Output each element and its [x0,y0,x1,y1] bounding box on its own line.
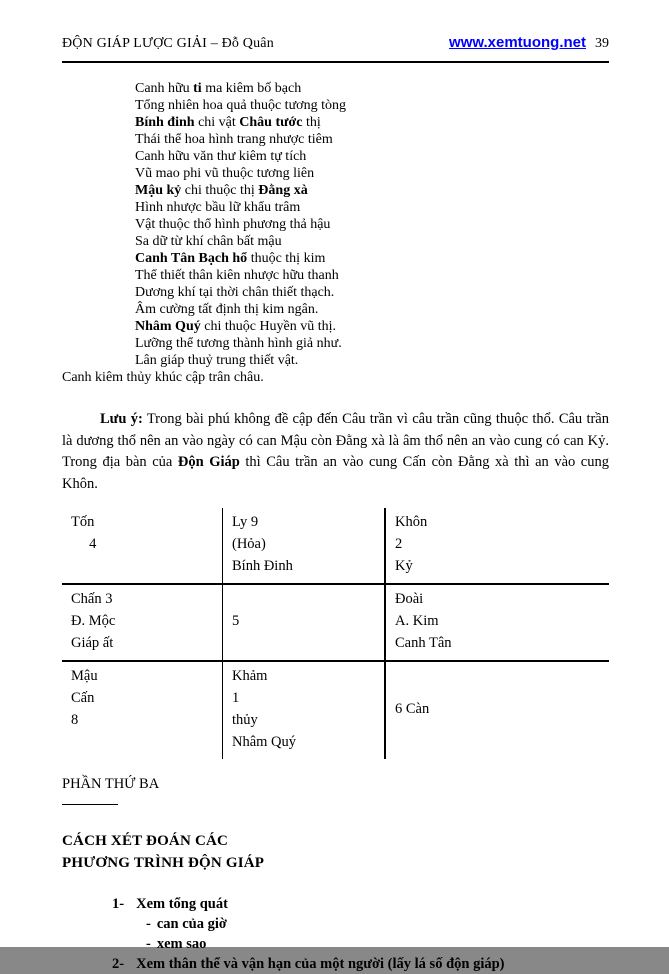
table-cell [62,508,223,584]
poem-line [135,318,609,335]
text-segment: Lưu ý: [100,411,143,427]
table-row [62,584,609,661]
text-segment: Hình nhược bầu lữ khẩu trâm [135,200,301,215]
text-segment: Canh kiêm thủy khúc cập trân châu. [62,370,264,385]
text-segment: Nhâm Quý [135,319,201,334]
poem-line [135,182,609,199]
table-cell-line: Đ. Mộc [71,613,116,629]
outline-item [146,934,609,954]
text-segment: Canh hữu [135,81,194,96]
poem-line [62,369,609,386]
text-segment: Lân giáp thuỷ trung thiết vật. [135,353,299,368]
text-segment: Tổng nhiên hoa quả thuộc tương tòng [135,98,346,113]
text-segment: thuộc thị kim [247,251,326,266]
bagua-table [62,508,609,759]
table-cell-line: 6 Càn [395,701,430,717]
section-divider [62,804,118,805]
page-number: 39 [595,36,609,51]
poem-line [135,284,609,301]
page-header [62,34,609,63]
table-cell-line: Đoài [395,591,424,607]
website-link[interactable]: www.xemtuong.net [449,34,586,51]
table-cell-line: 1 [232,690,240,706]
document-title: ĐỘN GIÁP LƯỢC GIẢI – Đỗ Quân [62,36,274,51]
text-segment: Bính đinh [135,115,195,130]
table-cell [223,661,386,759]
text-segment: thì Câu trần an vào cung Cấn còn Đằng xà thì an vào cung Khôn. [62,454,609,492]
table-cell-line: Bính Đinh [232,558,293,574]
poem-line [135,250,609,267]
text-segment: Mậu kỷ [135,183,182,198]
text-segment: Dương khí tại thời chân thiết thạch. [135,285,335,300]
table-cell [385,508,609,584]
chapter-heading-line1: CÁCH XÉT ĐOÁN CÁC [62,833,229,849]
poem-line [135,335,609,352]
table-cell-line: Khôn [395,514,428,530]
table-cell-line: (Hỏa) [232,536,266,552]
table-cell [385,584,609,661]
table-cell [223,584,386,661]
text-segment: Âm cường tất định thị kim ngân. [135,302,319,317]
table-cell-line: 5 [232,613,240,629]
poem [62,80,609,386]
outline-item-marker: - [146,936,151,952]
poem-line [135,216,609,233]
outline-item-text: can của giờ [156,916,227,932]
poem-line [135,80,609,97]
text-segment: chi vật [194,115,240,130]
chapter-heading [62,830,609,874]
poem-line [135,97,609,114]
text-segment: Canh Tân Bạch hổ [135,251,248,266]
text-segment: Thể thiết thân kiên nhược hữu thanh [135,268,339,283]
table-cell-line: 8 [71,712,79,728]
table-cell-line: Kỷ [395,558,413,574]
bagua-table-body [62,508,609,759]
table-cell [385,661,609,759]
outline-item [112,894,609,914]
outline-item-text: xem sao [156,936,207,952]
header-right [449,34,609,52]
text-segment: ti [193,81,202,96]
text-segment: ma kiêm bố bạch [201,81,302,96]
outline-item [112,954,609,974]
text-segment: Canh hữu văn thư kiêm tự tích [135,149,307,164]
outline-item-marker: - [146,916,151,932]
outline-item-marker: 2- [112,956,125,972]
outline-item-text: Xem tổng quát [136,896,228,912]
poem-line [135,114,609,131]
poem-line [135,301,609,318]
table-cell [62,584,223,661]
outline-item-text: Xem thân thể và vận hạn của một người (lấy lá số độn giáp) [136,956,505,972]
table-cell-line: A. Kim [395,613,439,629]
table-cell [62,661,223,759]
text-segment: Độn Giáp [177,454,240,470]
table-cell [223,508,386,584]
table-cell-line: 2 [395,536,403,552]
table-cell-line: Khảm [232,668,268,684]
text-segment: Vật thuộc thổ hình phương thả hậu [135,217,331,232]
text-segment: Thái thể hoa hình trang nhược tiêm [135,132,333,147]
table-cell-line: thủy [232,712,258,728]
table-cell-line: Nhâm Quý [232,734,297,750]
table-cell-line: Giáp ất [71,635,114,651]
text-segment: Vũ mao phi vũ thuộc tương liên [135,166,315,181]
part-title: PHẦN THỨ BA [62,776,160,792]
outline-item [146,914,609,934]
poem-line [135,165,609,182]
table-cell-line: Tốn [71,514,95,530]
table-row [62,661,609,759]
outline-item-marker: 1- [112,896,125,912]
table-cell-line: Canh Tân [395,635,452,651]
outline-list [62,894,609,974]
poem-line [135,352,609,369]
text-segment: chi thuộc thị [181,183,259,198]
table-cell-line: Mậu [71,668,98,684]
text-segment: Châu tước [239,115,303,130]
text-segment: Trong bài phú không đề cập đến Câu trần vì câu trần cũng thuộc thổ. Câu trần là dương thổ nên an vào ngày có can Mậu còn Đằng xà là âm thổ nên an vào cung có can Kỷ. Trong địa bàn của [62,411,609,470]
text-segment: Lưỡng thể tương thành hình giả như. [135,336,342,351]
chapter-heading-line2: PHƯƠNG TRÌNH ĐỘN GIÁP [62,855,265,871]
table-row [62,508,609,584]
poem-line [135,131,609,148]
table-cell-line: Ly 9 [232,514,259,530]
table-cell-line: 4 [71,536,97,552]
text-segment: thị [302,115,321,130]
text-segment: Sa dữ từ khí chân bất mậu [135,234,282,249]
text-segment: chi thuộc Huyền vũ thị. [200,319,337,334]
poem-line [135,233,609,250]
poem-line [135,148,609,165]
poem-line [135,267,609,284]
poem-line [135,199,609,216]
table-cell-line: Chấn 3 [71,591,113,607]
text-segment: Đằng xà [258,183,308,198]
note-paragraph [62,409,609,495]
table-cell-line: Cấn [71,690,95,706]
